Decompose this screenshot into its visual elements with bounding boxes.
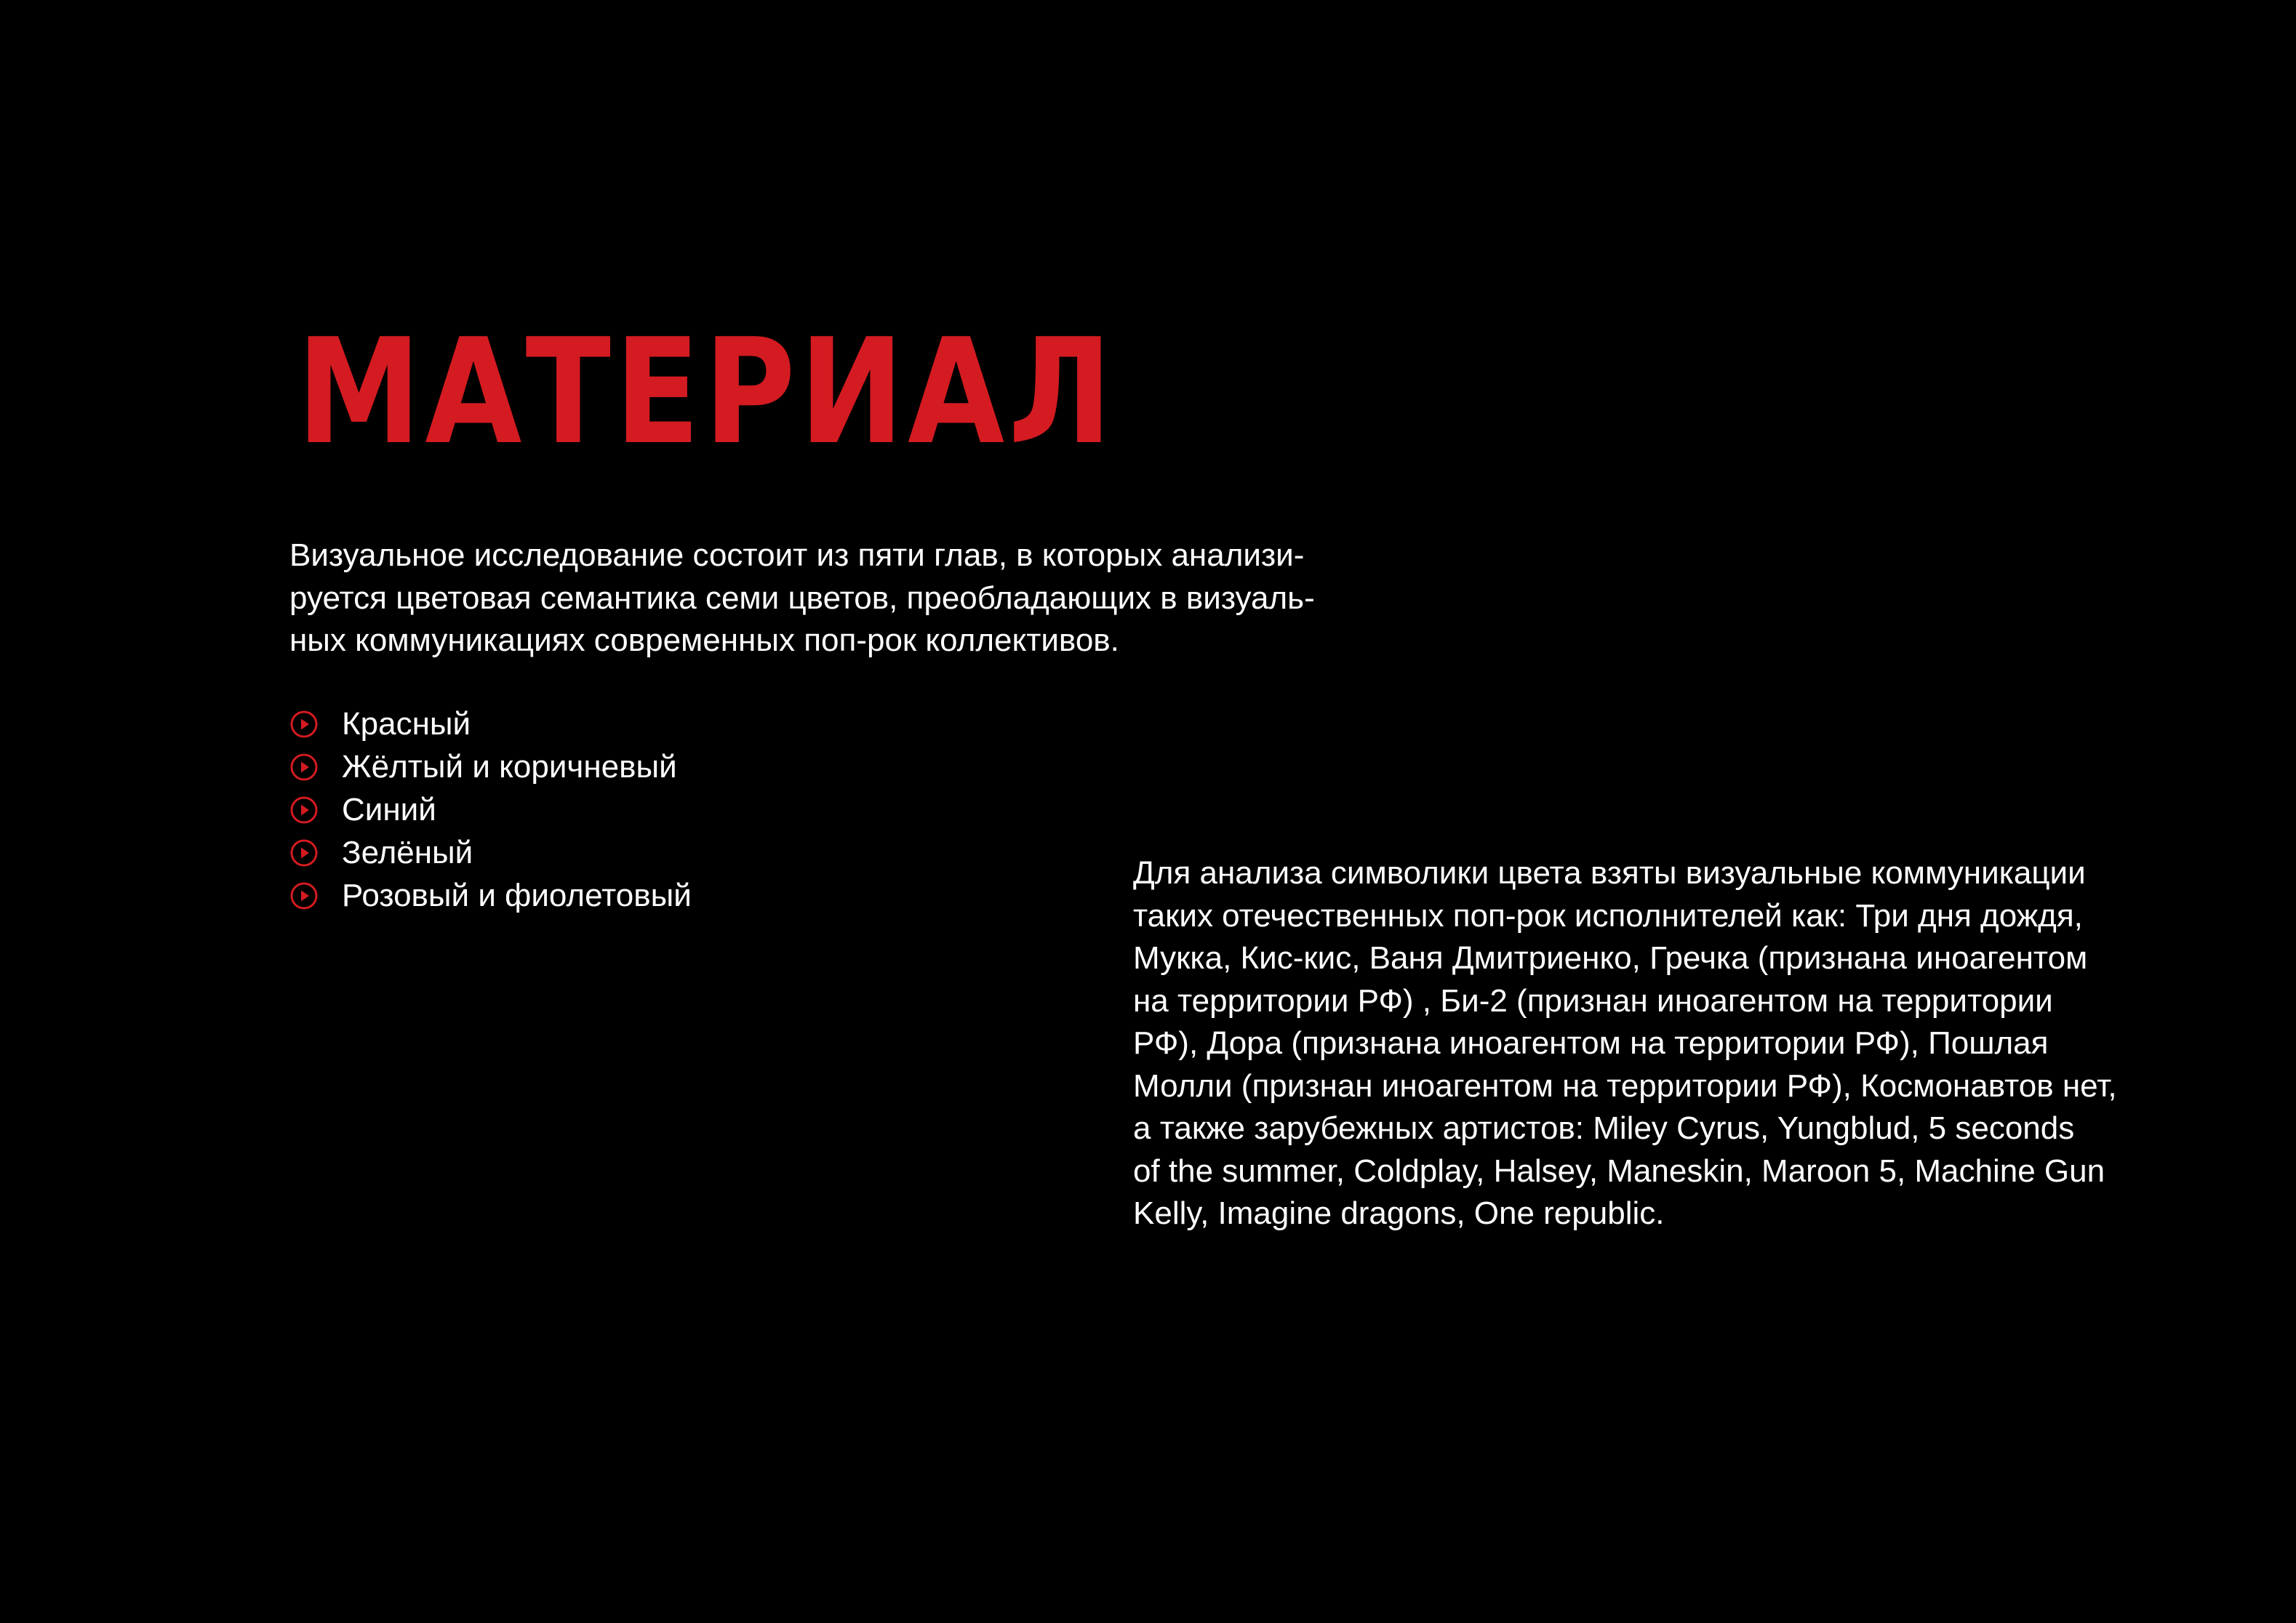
- play-circle-icon: [289, 881, 319, 910]
- intro-line: руется цветовая семантика семи цветов, преобладающих в визуаль-: [289, 580, 1315, 616]
- sources-line: РФ), Дора (признана иноагентом на территории РФ), Пошлая: [1133, 1025, 2049, 1061]
- list-item: [289, 788, 692, 831]
- list-item: [289, 702, 692, 745]
- sources-line: Молли (признан иноагентом на территории РФ), Космонавтов нет,: [1133, 1067, 2117, 1104]
- chapter-label: Зелёный: [342, 835, 473, 870]
- play-circle-icon: [289, 710, 319, 739]
- chapter-label: Синий: [342, 792, 436, 827]
- intro-line: ных коммуникациях современных поп-рок коллективов.: [289, 622, 1119, 658]
- sources-line: of the summer, Coldplay, Halsey, Maneskin, Maroon 5, Machine Gun: [1133, 1153, 2105, 1189]
- list-item: [289, 831, 692, 874]
- sources-line: Для анализа символики цвета взяты визуальные коммуникации: [1133, 855, 2086, 891]
- play-circle-icon: [289, 796, 319, 825]
- list-item: [289, 745, 692, 788]
- sources-line: а также зарубежных артистов: Miley Cyrus, Yungblud, 5 seconds: [1133, 1110, 2075, 1146]
- intro-paragraph: [289, 534, 1380, 662]
- chapter-label: Красный: [342, 706, 471, 742]
- sources-line: Мукка, Кис-кис, Ваня Дмитриенко, Гречка (признана иноагентом: [1133, 940, 2088, 976]
- sources-paragraph: [1133, 852, 2195, 1235]
- list-item: [289, 874, 692, 917]
- chapter-label: Жёлтый и коричневый: [342, 749, 677, 785]
- sources-line: таких отечественных поп-рок исполнителей как: Три дня дождя,: [1133, 897, 2083, 934]
- chapter-list: [289, 702, 692, 917]
- intro-line: Визуальное исследование состоит из пяти глав, в которых анализи-: [289, 537, 1305, 573]
- sources-line: Kelly, Imagine dragons, One republic.: [1133, 1195, 1665, 1231]
- play-circle-icon: [289, 753, 319, 782]
- sources-line: на территории РФ) , Би-2 (признан иноагентом на территории: [1133, 982, 2053, 1019]
- play-circle-icon: [289, 838, 319, 867]
- chapter-label: Розовый и фиолетовый: [342, 878, 692, 913]
- page-title: МАТЕРИАЛ: [297, 308, 1116, 477]
